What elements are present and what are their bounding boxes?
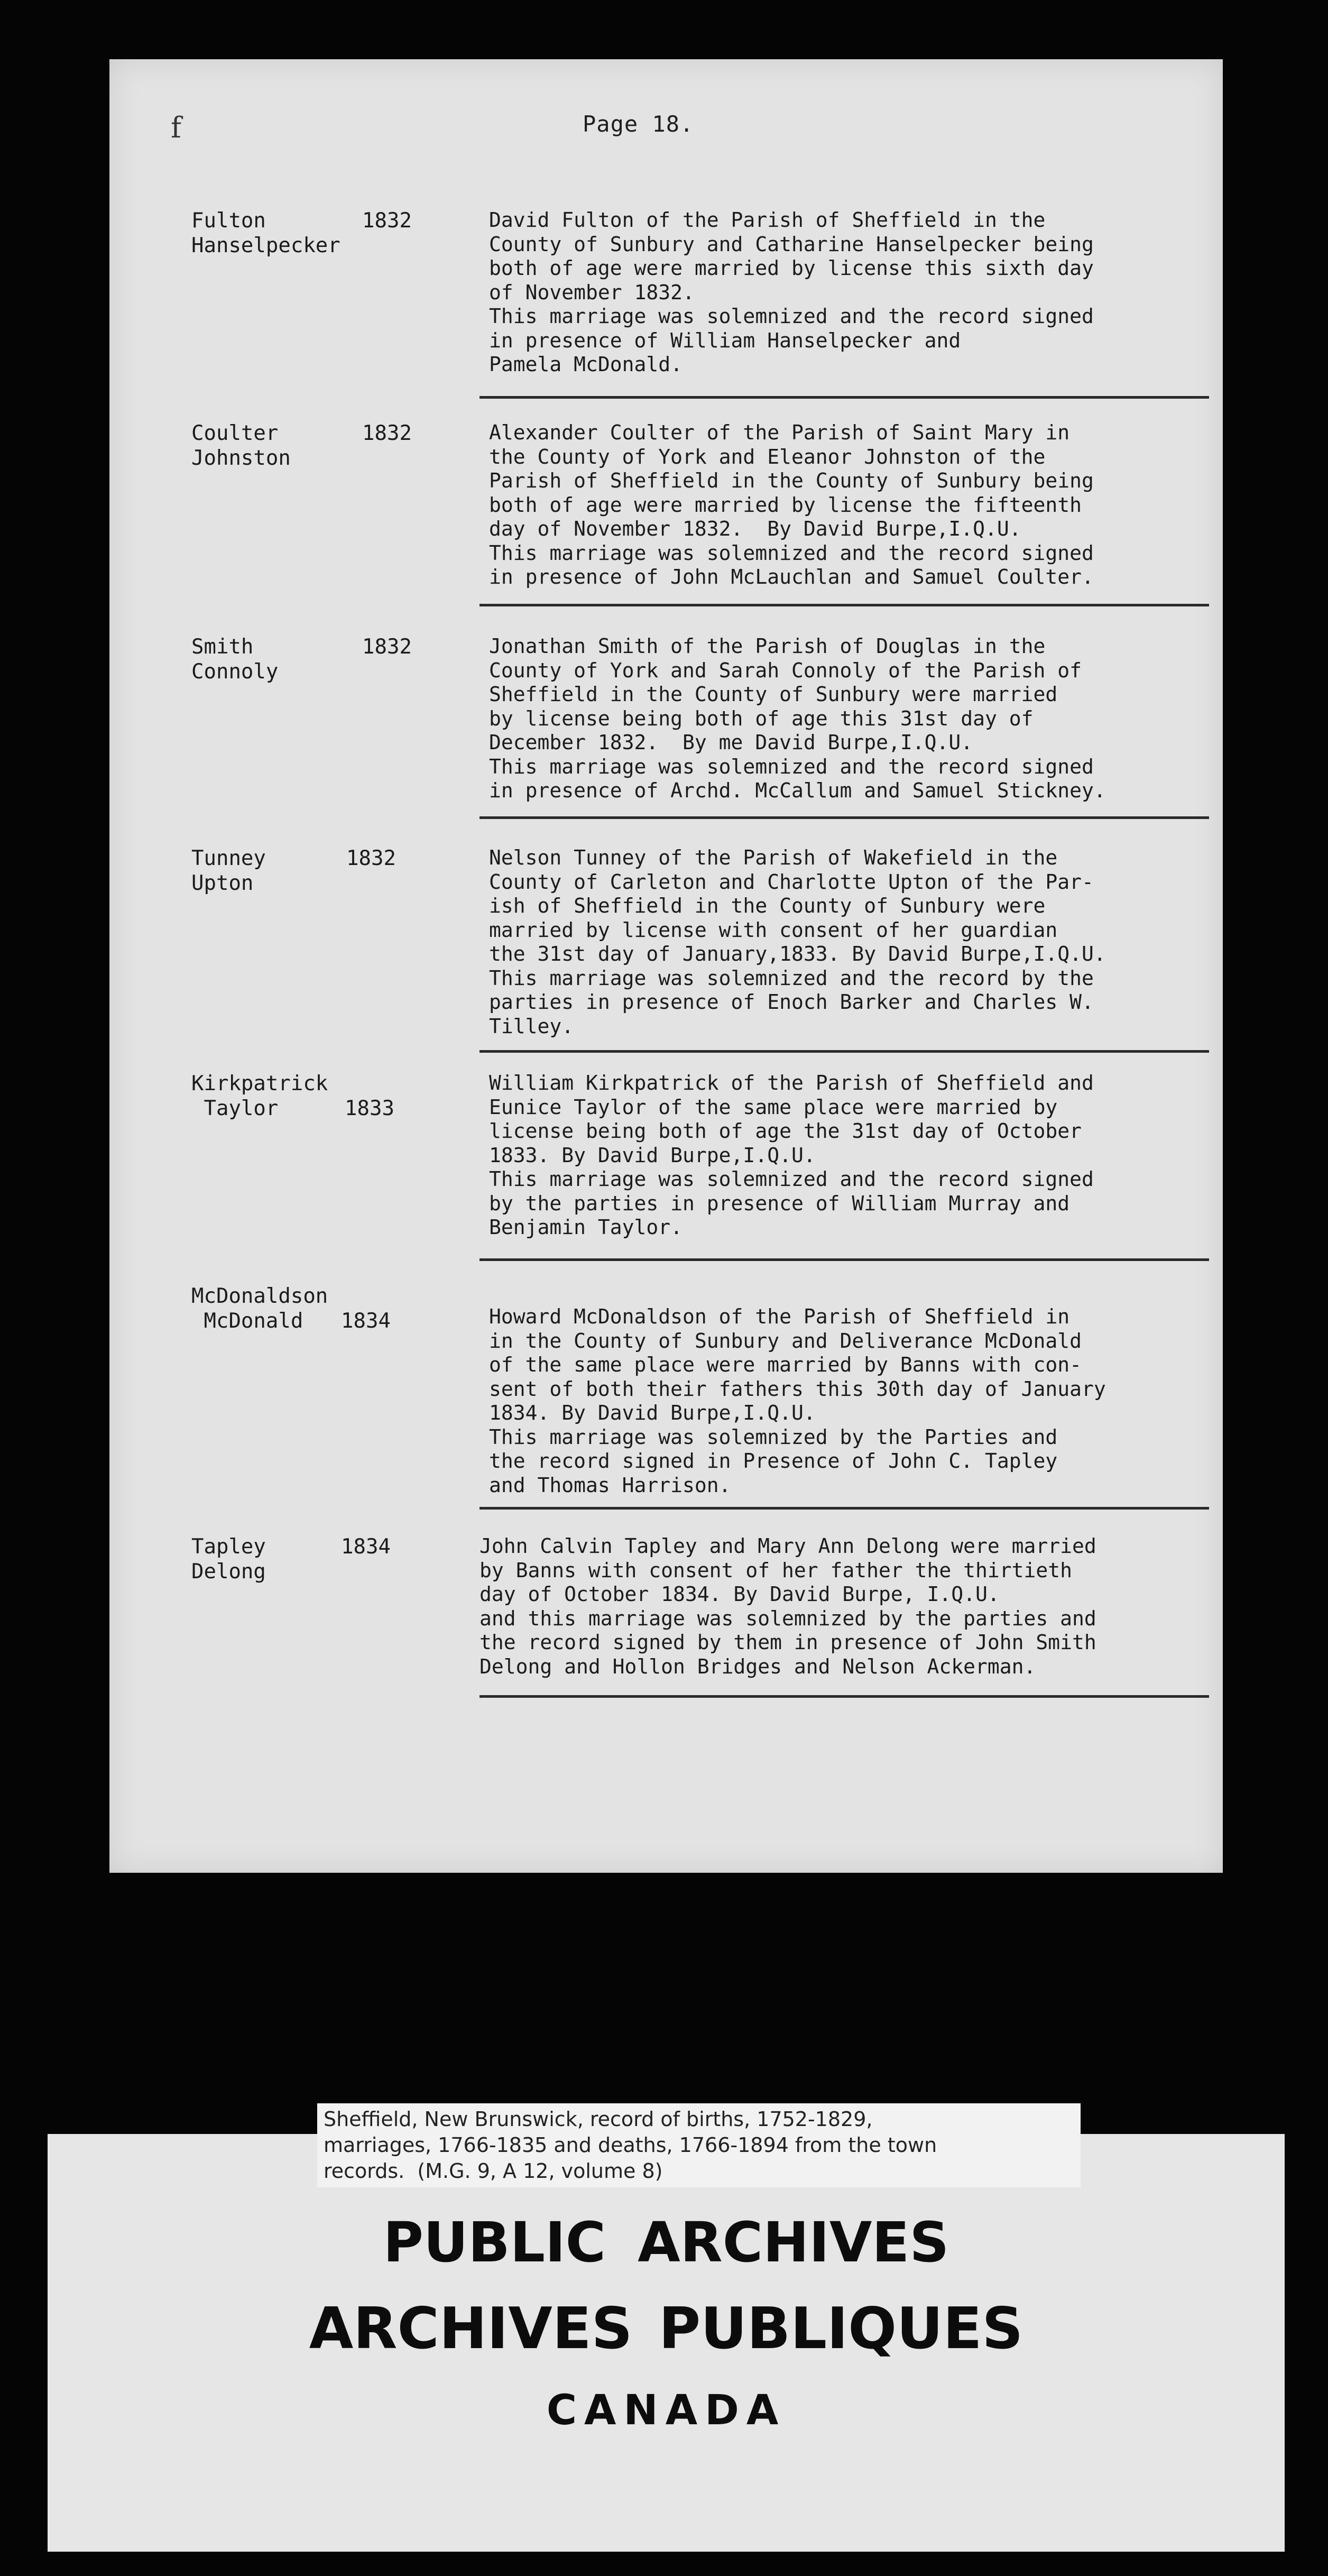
entry-names: Tunney Upton [191, 847, 266, 895]
entry-text: Nelson Tunney of the Parish of Wakefield in the County of Carleton and Charlotte Upton of the Par- ish of Sheffield in the County of Sunbury were married by license with consent of her guardian the 31st day of January,1833. By David Burpe,I.Q.U. This marriage was solemnized and the record by the parties in presence of Enoch Barker and Charles W. Tilley. [489, 846, 1106, 1038]
corner-mark: f [171, 111, 181, 144]
entry-divider [479, 604, 1209, 606]
entry-divider [479, 1695, 1209, 1698]
entry-names: Smith Connoly [191, 635, 279, 684]
entry-names: McDonaldson McDonald [191, 1284, 328, 1333]
entry-year: 1832 [362, 635, 412, 659]
archive-country: CANADA [546, 2387, 786, 2434]
entry-year: 1832 [362, 209, 412, 233]
archive-label-card [48, 2108, 1285, 2552]
entry-text: David Fulton of the Parish of Sheffield in the County of Sunbury and Catharine Hanselpecker being both of age were married by license this sixth day of November 1832. This marriage was solemnized and the record signed in presence of William Hanselpecker and Pamela McDonald. [489, 208, 1094, 376]
entry-year: 1832 [346, 847, 396, 870]
entry-names: Coulter Johnston [191, 421, 291, 470]
entry-names: Tapley Delong [191, 1535, 266, 1584]
entry-text: William Kirkpatrick of the Parish of Sheffield and Eunice Taylor of the same place were married by license being both of age the 31st day of October 1833. By David Burpe,I.Q.U. This marriage was solemnized and the record signed by the parties in presence of William Murray and Benjamin Taylor. [489, 1071, 1094, 1239]
record-page [109, 59, 1223, 1873]
entry-year: 1832 [362, 421, 412, 445]
entry-year: 1833 [345, 1097, 394, 1120]
entry-divider [479, 1258, 1209, 1261]
entry-text: Alexander Coulter of the Parish of Saint Mary in the County of York and Eleanor Johnston of the Parish of Sheffield in the County of Sunbury being both of age were married by license the fifteenth day of November 1832. By David Burpe,I.Q.U. This marriage was solemnized and the record signed in presence of John McLauchlan and Samuel Coulter. [489, 421, 1094, 588]
entry-divider [479, 1507, 1209, 1510]
entry-divider [479, 1050, 1209, 1053]
entry-text: John Calvin Tapley and Mary Ann Delong were married by Banns with consent of her father the thirtieth day of October 1834. By David Burpe, I.Q.U. and this marriage was solemnized by the parties and the record signed by them in presence of John Smith Delong and Hollon Bridges and Nelson Ackerman. [479, 1534, 1096, 1678]
page-number: Page 18. [583, 111, 694, 137]
entry-names: Fulton Hanselpecker [191, 209, 340, 257]
archive-title-french: ARCHIVES PUBLIQUES [309, 2296, 1023, 2362]
entry-names: Kirkpatrick Taylor [191, 1072, 328, 1120]
archive-caption: Sheffield, New Brunswick, record of births, 1752-1829, marriages, 1766-1835 and deaths, 1766-1894 from the town records. (M.G. 9, A 12, volume 8) [317, 2103, 1081, 2187]
entry-text: Jonathan Smith of the Parish of Douglas in the County of York and Sarah Connoly of the Parish of Sheffield in the County of Sunbury were married by license being both of age this 31st day of December 1832. By me David Burpe,I.Q.U. This marriage was solemnized and the record signed in presence of Archd. McCallum and Samuel Stickney. [489, 634, 1106, 802]
entry-divider [479, 816, 1209, 819]
entry-divider [479, 396, 1209, 399]
entry-text: Howard McDonaldson of the Parish of Sheffield in in the County of Sunbury and Deliverance McDonald of the same place were married by Banns with con- sent of both their fathers this 30th day of January 1834. By David Burpe,I.Q.U. This marriage was solemnized by the Parties and the record signed in Presence of John C. Tapley and Thomas Harrison. [489, 1305, 1106, 1497]
archive-title-english: PUBLIC ARCHIVES [383, 2210, 949, 2275]
entry-year: 1834 [341, 1535, 391, 1559]
entry-year: 1834 [341, 1309, 391, 1333]
